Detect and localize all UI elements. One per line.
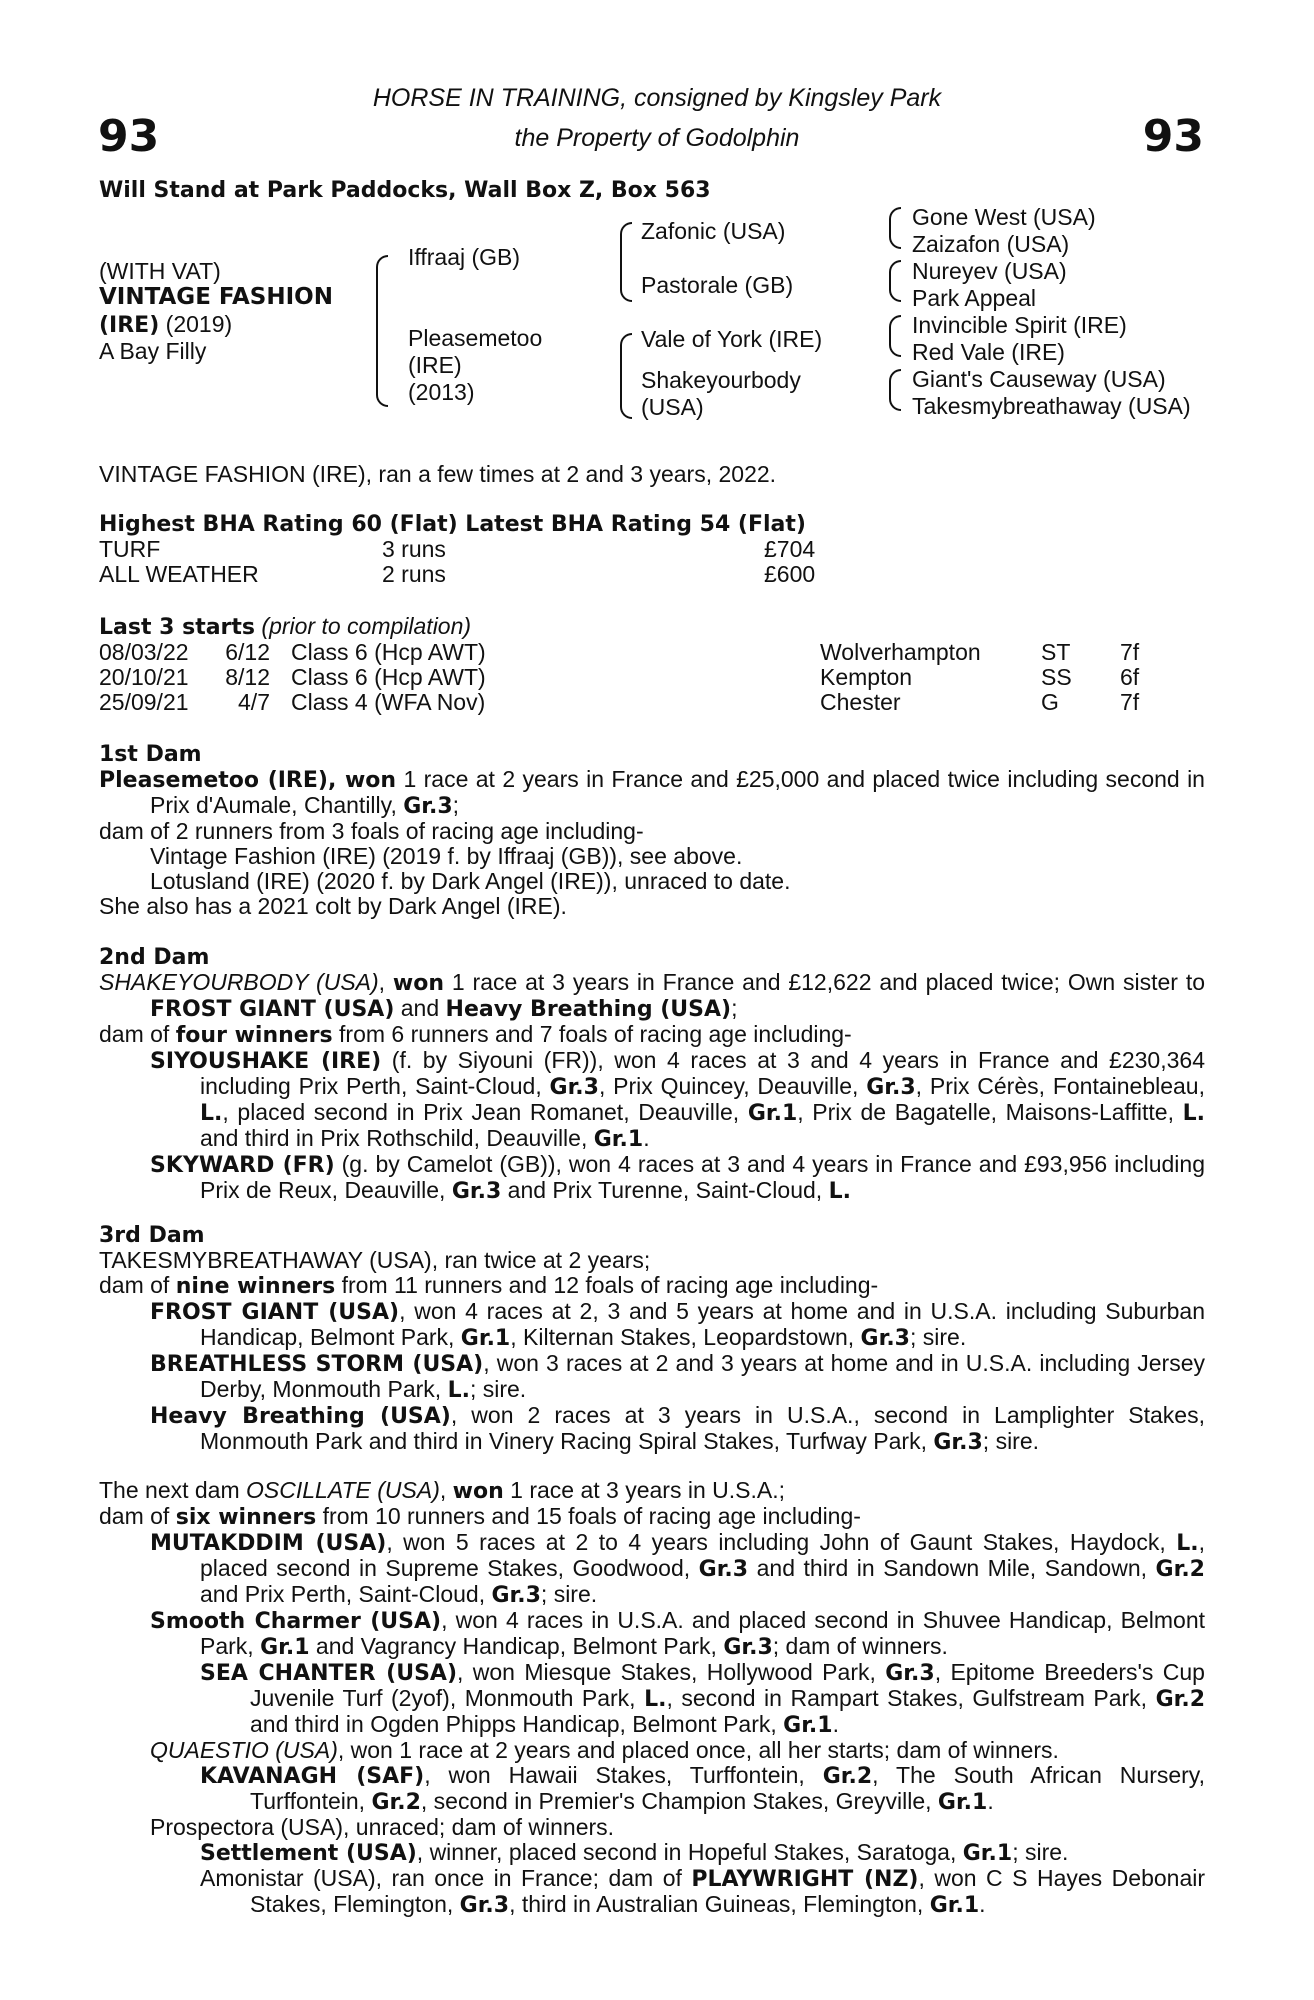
start-date: 20/10/21	[99, 664, 189, 690]
bha-rating: Highest BHA Rating 60 (Flat) Latest BHA Rating 54 (Flat)	[99, 512, 806, 537]
start-course: Wolverhampton	[820, 639, 981, 665]
produce-sea-chanter: SEA CHANTER (USA), won Miesque Stakes, Hollywood Park, Gr.3, Epitome Breeders's Cup Juvenile Turf (2yof), Monmouth Park, L., second in Rampart Stakes, Gulfstream Park, Gr.2 and third in Ogden Phipps Handicap, Belmont Park, Gr.1.	[200, 1659, 1205, 1738]
start-position: 6/12	[225, 639, 270, 665]
start-date: 08/03/22	[99, 639, 189, 665]
ped-sds: Nureyev (USA)	[912, 258, 1067, 284]
produce-settlement: Settlement (USA), winner, placed second in Hopeful Stakes, Saratoga, Gr.1; sire.	[200, 1839, 1069, 1866]
produce-prospectora: Prospectora (USA), unraced; dam of winners.	[150, 1814, 615, 1840]
surface: ALL WEATHER	[99, 561, 259, 587]
ped-dds: Giant's Causeway (USA)	[912, 366, 1166, 392]
start-going: ST	[1041, 639, 1071, 665]
starts-title: Last 3 starts	[99, 615, 256, 640]
next-dam-name: OSCILLATE (USA)	[246, 1477, 440, 1503]
second-dam-produce: dam of four winners from 6 runners and 7 foals of racing age including-	[99, 1021, 852, 1048]
produce-skyward: SKYWARD (FR) (g. by Camelot (GB)), won 4 races at 3 and 4 years in France and £93,956 including Prix de Reux, Deauville, Gr.3 and Prix Turenne, Saint-Cloud, L.	[150, 1151, 1205, 1204]
next-dam-record: The next dam OSCILLATE (USA), won 1 race at 3 years in U.S.A.;	[99, 1477, 785, 1504]
second-dam-name: SHAKEYOURBODY (USA)	[99, 969, 379, 995]
second-dam-record: SHAKEYOURBODY (USA), won 1 race at 3 years in France and £12,622 and placed twice; Own sister to FROST GIANT (USA) and Heavy Breathing (USA);	[99, 969, 1205, 1022]
vat-note: (WITH VAT)	[99, 258, 221, 284]
dam-l3: (2013)	[408, 379, 475, 405]
start-distance: 6f	[1120, 664, 1140, 690]
runs: 2 runs	[382, 561, 446, 587]
prize: £704	[764, 536, 816, 562]
produce-heavy-breathing: Heavy Breathing (USA), won 2 races at 3 years in U.S.A., second in Lamplighter Stakes, Monmouth Park and third in Vinery Racing Spiral Stakes, Turfway Park, Gr.3; sire.	[150, 1402, 1205, 1455]
ped-dss: Invincible Spirit (IRE)	[912, 312, 1127, 338]
first-dam-produce: dam of 2 runners from 3 foals of racing age including-	[99, 818, 644, 844]
prize: £600	[764, 561, 816, 587]
produce-mutakddim: MUTAKDDIM (USA), won 5 races at 2 to 4 years including John of Gaunt Stakes, Haydock, L., placed second in Supreme Stakes, Goodwood, Gr.3 and third in Sandown Mile, Sandown, Gr.2 and Prix Perth, Saint-Cloud, Gr.3; sire.	[150, 1529, 1205, 1608]
property-line: the Property of Godolphin	[514, 124, 800, 152]
produce-siyoushake: SIYOUSHAKE (IRE) (f. by Siyouni (FR)), won 4 races at 3 and 4 years in France and £230,364 including Prix Perth, Saint-Cloud, Gr.3, Prix Quincey, Deauville, Gr.3, Prix Cérès, Fontainebleau, L., placed second in Prix Jean Romanet, Deauville, Gr.1, Prix de Bagatelle, Maisons-Laffitte, L. and third in Prix Rothschild, Deauville, Gr.1.	[150, 1047, 1205, 1152]
third-dam-produce: dam of nine winners from 11 runners and 12 foals of racing age including-	[99, 1272, 879, 1299]
start-position: 4/7	[238, 689, 270, 715]
produce-item: Vintage Fashion (IRE) (2019 f. by Iffraaj (GB)), see above.	[150, 843, 743, 869]
start-going: SS	[1041, 664, 1072, 690]
start-date: 25/09/21	[99, 689, 189, 715]
start-position: 8/12	[225, 664, 270, 690]
start-course: Chester	[820, 689, 901, 715]
brace-gen2-dam	[620, 333, 632, 419]
horse-year: (2019)	[159, 311, 233, 337]
next-dam-section	[99, 1478, 1205, 1918]
start-race: Class 6 (Hcp AWT)	[291, 664, 486, 690]
produce-quaestio: QUAESTIO (USA), won 1 race at 2 years and placed once, all her starts; dam of winners.	[150, 1737, 1059, 1763]
dam-dam-l2: (USA)	[641, 394, 704, 420]
start-race: Class 4 (WFA Nov)	[291, 689, 486, 715]
start-going: G	[1041, 689, 1059, 715]
third-dam-record: TAKESMYBREATHAWAY (USA), ran twice at 2 years;	[99, 1247, 651, 1273]
first-dam-section	[99, 742, 1205, 919]
sire-dam: Pastorale (GB)	[641, 272, 794, 298]
next-dam-produce: dam of six winners from 10 runners and 15 foals of racing age including-	[99, 1503, 861, 1530]
horse-name: VINTAGE FASHION	[99, 284, 333, 310]
stand-location: Will Stand at Park Paddocks, Wall Box Z, Box 563	[99, 178, 711, 203]
first-dam-record: Pleasemetoo (IRE), won 1 race at 2 years in France and £25,000 and placed twice including second in Prix d'Aumale, Chantilly, Gr.3;	[99, 766, 1205, 819]
ped-ddd: Takesmybreathaway (USA)	[912, 393, 1191, 419]
brace-gen3-1	[889, 207, 901, 249]
start-race: Class 6 (Hcp AWT)	[291, 639, 486, 665]
sire: Iffraaj (GB)	[408, 244, 521, 270]
produce-breathless-storm: BREATHLESS STORM (USA), won 3 races at 2 and 3 years at home and in U.S.A. including Jersey Derby, Monmouth Park, L.; sire.	[150, 1350, 1205, 1403]
ped-dsd: Red Vale (IRE)	[912, 339, 1065, 365]
horse-country: (IRE)	[99, 313, 160, 338]
dam-sire: Vale of York (IRE)	[641, 326, 823, 352]
lot-number-left: 93	[98, 111, 160, 162]
second-dam-section	[99, 945, 1205, 1204]
produce-frost-giant: FROST GIANT (USA), won 4 races at 2, 3 and 5 years at home and in U.S.A. including Suburban Handicap, Belmont Park, Gr.1, Kilternan Stakes, Leopardstown, Gr.3; sire.	[150, 1298, 1206, 1351]
start-distance: 7f	[1120, 689, 1140, 715]
brace-gen2-sire	[620, 222, 632, 302]
brace-gen1	[376, 255, 388, 407]
runs: 3 runs	[382, 536, 446, 562]
brace-gen3-4	[889, 369, 901, 411]
produce-smooth-charmer: Smooth Charmer (USA), won 4 races in U.S.A. and placed second in Shuvee Handicap, Belmont Park, Gr.1 and Vagrancy Handicap, Belmont Park, Gr.3; dam of winners.	[150, 1607, 1205, 1660]
horse-name-suffix	[99, 311, 232, 339]
horse-description: A Bay Filly	[99, 338, 207, 364]
sire-sire: Zafonic (USA)	[641, 218, 786, 244]
first-dam-name: Pleasemetoo (IRE)	[99, 768, 328, 793]
starts-note: (prior to compilation)	[255, 613, 472, 639]
ped-sdd: Park Appeal	[912, 285, 1037, 311]
ped-sss: Gone West (USA)	[912, 204, 1096, 230]
lot-number-right: 93	[1142, 111, 1204, 162]
produce-amonistar: Amonistar (USA), ran once in France; dam of PLAYWRIGHT (NZ), won C S Hayes Debonair Stakes, Flemington, Gr.3, third in Australian Guineas, Flemington, Gr.1.	[200, 1865, 1206, 1918]
starts-heading	[99, 614, 471, 640]
first-dam-heading: 1st Dam	[99, 742, 202, 767]
produce-kavanagh: KAVANAGH (SAF), won Hawaii Stakes, Turffontein, Gr.2, The South African Nursery, Turffontein, Gr.2, second in Premier's Champion Stakes, Greyville, Gr.1.	[200, 1762, 1205, 1815]
second-dam-heading: 2nd Dam	[99, 945, 210, 970]
brace-gen3-2	[889, 260, 901, 302]
dam-l1: Pleasemetoo	[408, 325, 543, 351]
ped-ssd: Zaizafon (USA)	[912, 231, 1070, 257]
third-dam-heading: 3rd Dam	[99, 1223, 205, 1248]
first-dam-also: She also has a 2021 colt by Dark Angel (IRE).	[99, 893, 567, 919]
dam-dam-l1: Shakeyourbody	[641, 367, 801, 393]
consignment-line: HORSE IN TRAINING, consigned by Kingsley Park	[372, 84, 942, 112]
surface: TURF	[99, 536, 161, 562]
start-distance: 7f	[1120, 639, 1140, 665]
race-summary: VINTAGE FASHION (IRE), ran a few times at 2 and 3 years, 2022.	[99, 461, 777, 487]
produce-item: Lotusland (IRE) (2020 f. by Dark Angel (IRE)), unraced to date.	[150, 868, 791, 894]
third-dam-section	[99, 1223, 1205, 1455]
start-course: Kempton	[820, 664, 913, 690]
brace-gen3-3	[889, 315, 901, 357]
dam-l2: (IRE)	[408, 352, 462, 378]
